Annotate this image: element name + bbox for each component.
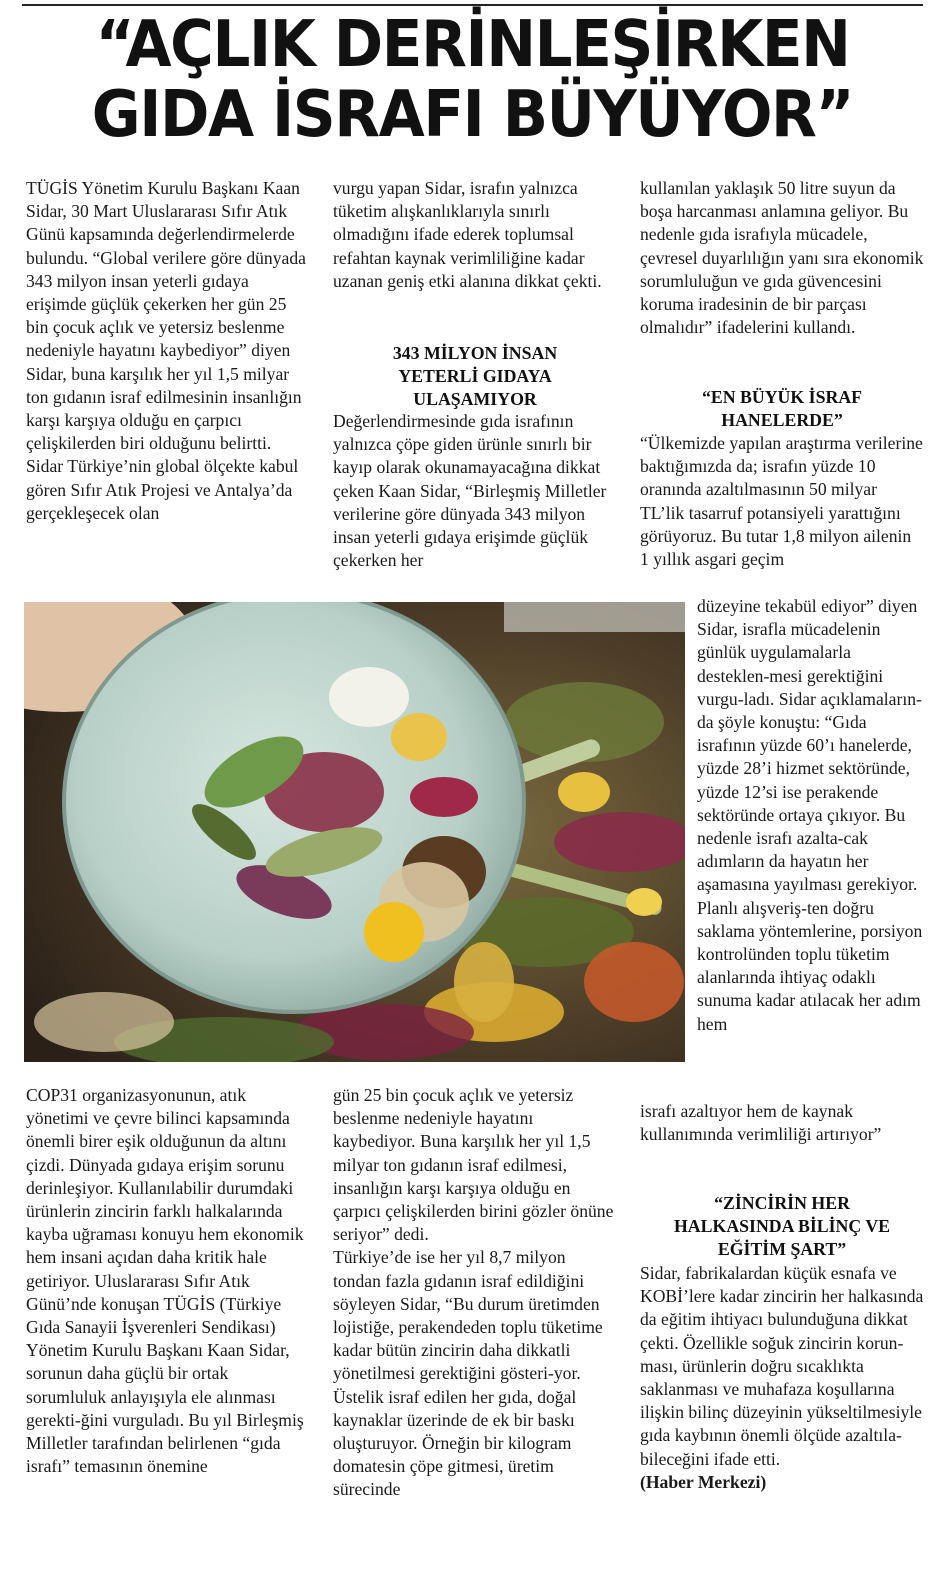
top-rule <box>22 4 923 6</box>
subheading-line: “ZİNCİRİN HER <box>714 1193 850 1213</box>
byline: (Haber Merkezi) <box>640 1471 767 1492</box>
paragraph-turkey: Türkiye’de ise her yıl 8,7 milyon tondan fazla gıdanın israf edildiğini söyleyen Sidar, “Bu durum üretimden lojistiğe, perakendeden toplu tüketime kadar bütün zincirin daha dikkatli yönetilmesi gerektiğini gösteri-yor. Üstelik israf edilen her gıda, doğal kaynaklar üzerinde de ek bir baskı oluşturuyor. Örneğin bir kilogram domatesin çöpe gitmesi, üretim sürecinde <box>333 1247 603 1500</box>
headline-line-2: GIDA İSRAFI BÜYÜYOR” <box>91 78 854 152</box>
paragraph-cold-chain: Sidar, fabrikalardan küçük esnafa ve KOBİ’lere kadar zincirin her halkasında da eğitim ihtiyacı bulunduğuna dikkat çekti. Özellikle soğuk zincirin korun-ması, ürünlerin doğru sıcaklıkta saklanması ve muhafaza koşullarına ilişkin bilinç düzeyinin yükseltilmesiyle gıda kaybının önemli ölçüde azaltıla-bileceğini ifade etti. <box>640 1263 924 1469</box>
food-waste-illustration <box>24 602 685 1062</box>
headline-line-1: “AÇLIK DERİNLEŞİRKEN <box>95 8 850 82</box>
column-1-bottom <box>26 1084 308 1478</box>
headline <box>54 10 892 150</box>
subheading-line: HANELERDE” <box>721 410 843 430</box>
column-3-after <box>640 1100 924 1146</box>
subheading-line: “EN BÜYÜK İSRAF <box>701 387 863 407</box>
subheading-biggest-waste <box>640 386 924 432</box>
paragraph-water: kullanılan yaklaşık 50 litre suyun da boşa harcanması anlamına geliyor. Bu nedenle gıda israfıyla mücadele, çevresel duyarlılığın yanı sıra ekonomik sorumluluğun ve gıda güvencesini koruma iradesinin de bir parçası olmalıdır” ifadelerini kullandı. <box>640 178 924 338</box>
subheading-343-million <box>333 342 617 411</box>
column-2-mid <box>333 410 617 572</box>
paragraph-intro: TÜGİS Yönetim Kurulu Başkanı Kaan Sidar, 30 Mart Uluslararası Sıfır Atık Günü kapsamında değerlendirmelerde bulundu. “Global verilere göre dünyada 343 milyon insan yeterli gıdaya erişimde güçlük çekerken her gün 25 bin çocuk açlık ve yetersiz beslenme nedeniyle hayatını kaybediyor” diyen Sidar, buna karşılık her yıl 1,5 milyar ton gıdanın israf edilmesinin insanlığın karşı karşıya olduğu en çarpıcı çelişkilerden biri olduğunu belirtti. <box>26 178 306 454</box>
paragraph-research: “Ülkemizde yapılan araştırma verilerine baktığımızda da; israfın yüzde 10 oranında azaltılmasının 50 milyar TL’lik tasarruf potansiyeli yarattığını görüyoruz. Bu tutar 1,8 milyon ailenin 1 yıllık asgari geçim <box>640 433 923 570</box>
subheading-line: ULAŞAMIYOR <box>413 389 537 409</box>
column-3-narrow <box>697 595 924 1036</box>
column-3-mid <box>640 432 924 571</box>
column-3-bottom <box>640 1262 924 1494</box>
subheading-line: EĞİTİM ŞART” <box>717 1239 847 1259</box>
column-1-top <box>26 177 308 525</box>
column-2-top <box>333 177 617 293</box>
column-3-top <box>640 177 924 339</box>
paragraph-households: düzeyine tekabül ediyor” diyen Sidar, israfla mücadelenin günlük uygulamalarla desteklen-mesi gerektiğini vurgu-ladı. Sidar açıklamaların-da şöyle konuştu: “Gıda israfının yüzde 60’ı hanelerde, yüzde 28’i hizmet sektöründe, yüzde 12’si ise perakende sektöründe ortaya çıkıyor. Bu nedenle israfı azalta-cak adımların da hayatın her aşamasına yayılması gerekiyor. Planlı alışveriş-ten doğru saklama yöntemlerine, porsiyon kontrolünden toplu tüketim alanlarında ihtiyaç odaklı sunuma kadar atılacak her adım hem <box>697 596 923 1034</box>
paragraph-resource-efficiency: israfı azaltıyor hem de kaynak kullanımında verimliliği artırıyor” <box>640 1101 882 1145</box>
subheading-line: 343 MİLYON İNSAN <box>392 343 558 363</box>
subheading-line: HALKASINDA BİLİNÇ VE <box>673 1216 891 1236</box>
paragraph-evaluation: Değerlendirmesinde gıda israfının yalnızca çöpe giden ürünle sınırlı bir kayıp olarak okunamayacağına dikkat çeken Kaan Sidar, “Birleşmiş Milletler verilerine göre dünyada 343 milyon insan yeterli gıdaya erişimde güçlük çekerken her <box>333 411 607 571</box>
column-2-bottom <box>333 1084 617 1502</box>
food-waste-photo <box>24 602 685 1062</box>
subheading-chain-awareness <box>640 1192 924 1261</box>
paragraph-emphasis: vurgu yapan Sidar, israfın yalnızca tüketim alışkanlıklarıyla sınırlı olmadığını ifade ederek toplumsal refahtan kaynak verimliliğine kadar uzanan geniş etki alanına dikkat çekti. <box>333 178 602 291</box>
paragraph-sidar-projects: Sidar Türkiye’nin global ölçekte kabul gören Sıfır Atık Projesi ve Antalya’da gerçekleşecek olan <box>26 456 299 523</box>
paragraph-cop31: COP31 organizasyonunun, atık yönetimi ve çevre bilinci kapsamında önemli birer eşik olduğunun da altını çizdi. Dünyada gıdaya erişim sorunu derinleşiyor. Kullanılabilir durumdaki ürünlerin zincirin farklı halkalarında kayba uğraması konuyu hem ekonomik hem insani açıdan daha kritik hale getiriyor. Uluslararası Sıfır Atık Günü’nde konuşan TÜGİS (Türkiye Gıda Sanayii İşverenleri Sendikası) Yönetim Kurulu Başkanı Kaan Sidar, sorunun daha güçlü bir ortak sorumluluk anlayışıyla ele alınması gerekti-ğini vurguladı. Bu yıl Birleşmiş Milletler tarafından belirlenen “gıda israfı” temasının önemine <box>26 1085 304 1477</box>
paragraph-children: gün 25 bin çocuk açlık ve yetersiz beslenme nedeniyle hayatını kaybediyor. Buna karşılık her yıl 1,5 milyar ton gıdanın israf edilmesi, insanlığın karşı karşıya olduğu en çarpıcı çelişkilerden birini gözler önüne seriyor” dedi. <box>333 1085 614 1245</box>
subheading-line: YETERLİ GIDAYA <box>398 366 552 386</box>
